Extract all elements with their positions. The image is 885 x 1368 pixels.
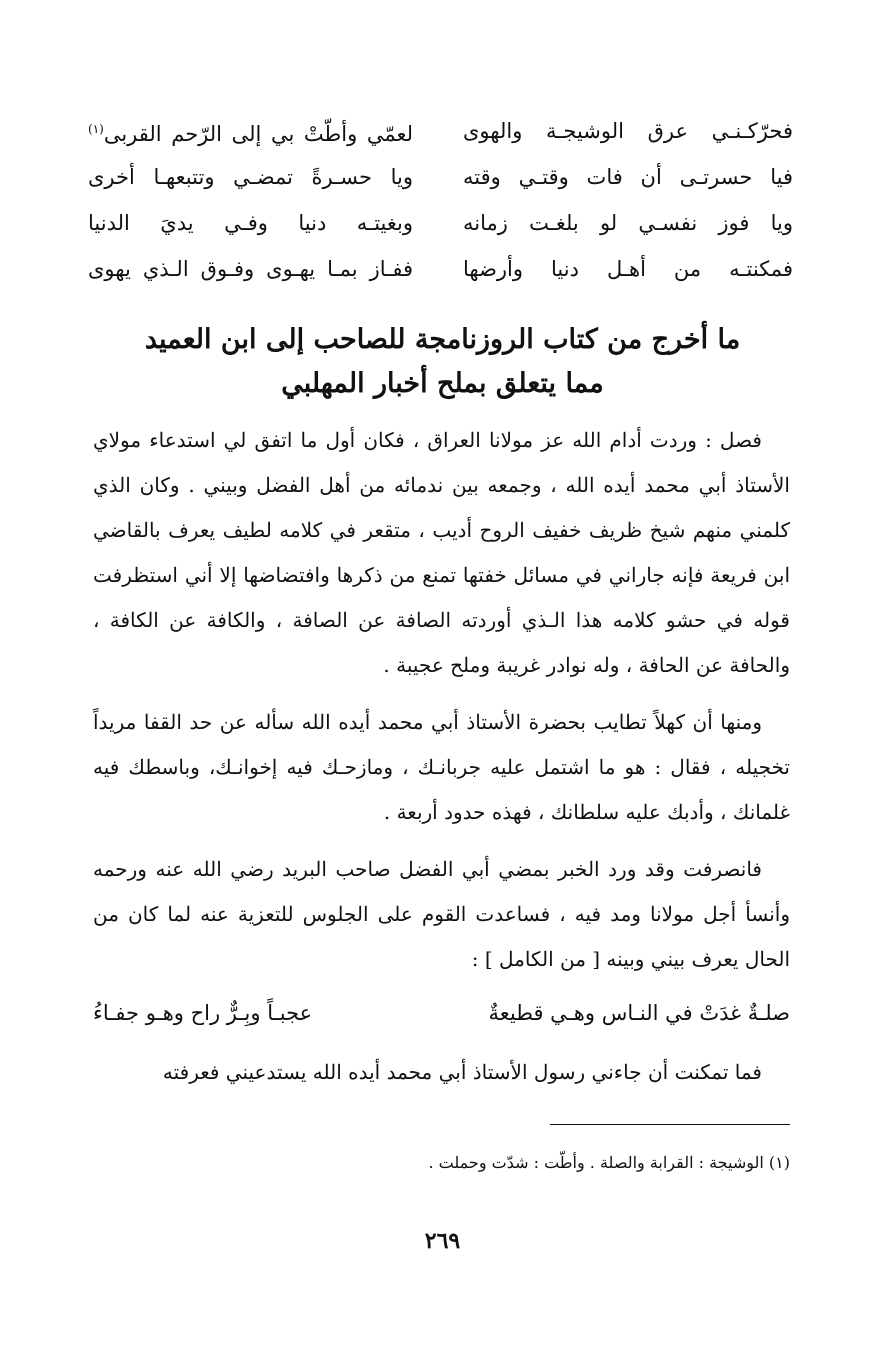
- footnote-reference: (١): [88, 121, 104, 136]
- poem-block: [88, 108, 793, 292]
- verse-first-hemistich: فيا حسرتـى أن فات وقتـي وقته: [463, 165, 793, 189]
- paragraph-1: فصل : وردت أدام الله عز مولانا العراق ، فكان أول ما اتفق لي استدعاء مولاي الأستاذ أبي محمد أيده الله ، وجمعه بين ندمائه من أهل الفضل وبيني . وكان الذي كلمني منهم شيخ ظريف خفيف الروح أديب ، متقعر في كلامه لطيف يعرف بالقاضي ابن فريعة فإنه جاراني في مسائل خفتها تمنع من ذكرها وافتضاضها إلا أني استظرفت قوله في حشو كلامه هذا الـذي أوردته الصافة عن الصافة ، والكافة عن الكافة ، والحافة عن الحافة ، وله نوادر غريبة وملح عجيبة .: [93, 428, 790, 677]
- verse-second-hemistich: وبغيتـه دنيا وفـي يديَ الدنيا: [88, 211, 413, 235]
- verse-first-hemistich: فمكنتـه من أهـل دنيا وأرضها: [463, 257, 793, 281]
- poem-verse: [88, 108, 793, 154]
- paragraph-3: فانصرفت وقد ورد الخبر بمضي أبي الفضل صاحب البريد رضي الله عنه ورحمه وأنسأ أجل مولانا ومد فيه ، فساعدت القوم على الجلوس للتعزية عنه لما كان من الحال يعرف بيني وبينه [ من الكامل ] :: [93, 857, 790, 971]
- poem-verse: [88, 246, 793, 292]
- footnote-divider: [550, 1124, 790, 1125]
- section-heading-line-1: ما أخرج من كتاب الروزنامجة للصاحب إلى ابن العميد: [144, 324, 741, 355]
- verse-second-text: لعمّي وأطّتْ بي إلى الرّحم القربى: [103, 121, 413, 146]
- poem-verse: [88, 154, 793, 200]
- quoted-verse: [93, 990, 790, 1036]
- section-heading: [95, 318, 790, 406]
- poem-verse: [88, 200, 793, 246]
- section-heading-line-2: مما يتعلق بملح أخبار المهلبي: [281, 368, 604, 399]
- verse-first-hemistich: ويا فوز نفسـي لو بلغـت زمانه: [463, 211, 793, 235]
- verse-second-hemistich: ويا حسـرةً تمضـي وتتبعهـا أخرى: [88, 165, 413, 189]
- footnote: (١) الوشيجة : القرابة والصلة . وأطّت : شدّت وحملت .: [428, 1153, 790, 1172]
- verse-second-hemistich: [88, 106, 413, 157]
- page-number: ٢٦٩: [424, 1228, 461, 1254]
- paragraph-4: فما تمكنت أن جاءني رسول الأستاذ أبي محمد أيده الله يستدعيني فعرفته: [162, 1060, 762, 1084]
- quoted-verse-first-hemistich: صلـةٌ غدَتْ في النـاس وهـي قطيعةٌ: [488, 1001, 790, 1025]
- quoted-verse-second-hemistich: عجبـاً وبِـرٌّ راح وهـو جفـاءُ: [93, 1001, 313, 1025]
- verse-first-hemistich: فحرّكـنـي عرق الوشيجـة والهوى: [463, 119, 793, 143]
- paragraph-2: ومنها أن كهلاً تطايب بحضرة الأستاذ أبي محمد أيده الله سأله عن حد القفا مريداً تخجيله ، فقال : هو ما اشتمل عليه جربانـك ، ومازحـك فيه إخوانـك، وباسطك فيه غلمانك ، وأدبك عليه سلطانك ، فهذه حدود أربعة .: [93, 710, 790, 824]
- verse-second-hemistich: ففـاز بمـا يهـوى وفـوق الـذي يهوى: [88, 257, 413, 281]
